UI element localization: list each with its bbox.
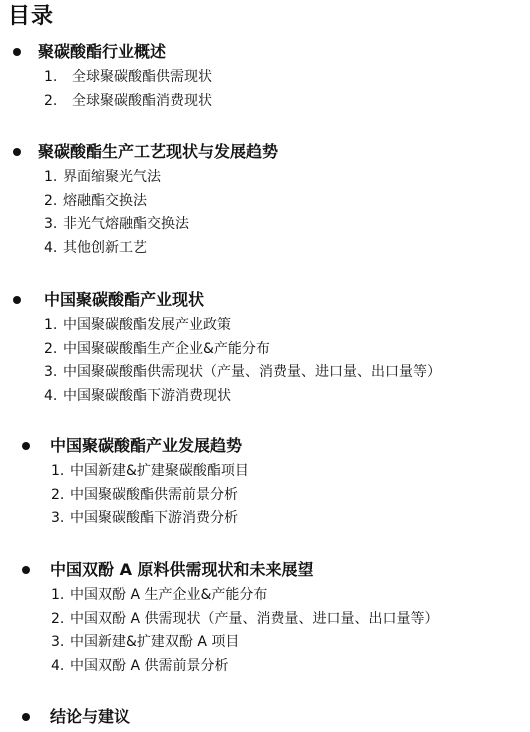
item-number: 3. (44, 364, 58, 380)
sub-item-list (0, 166, 530, 260)
section-title: 中国双酚 A 原料供需现状和未来展望 (50, 560, 314, 579)
list-item (0, 460, 530, 484)
toc-section (0, 140, 530, 260)
section-heading (0, 558, 530, 582)
item-text: 非光气熔融酯交换法 (63, 216, 189, 232)
list-item (0, 166, 530, 190)
section-title: 结论与建议 (50, 707, 131, 726)
toc-section (0, 705, 530, 729)
sub-item-list (0, 314, 530, 408)
item-number: 4. (44, 387, 58, 404)
list-item (0, 338, 530, 362)
section-heading (0, 40, 530, 64)
item-number: 1. (44, 169, 58, 185)
bullet-icon (22, 566, 30, 574)
bullet-icon (22, 713, 30, 721)
bullet-icon (13, 296, 21, 304)
item-text: 中国双酚 A 生产企业&产能分布 (70, 587, 268, 603)
sub-item-list (0, 584, 530, 678)
list-item (0, 237, 530, 261)
item-text: 中国聚碳酸酯供需现状（产量、消费量、进口量、出口量等） (63, 364, 441, 380)
item-text: 中国聚碳酸酯发展产业政策 (63, 317, 231, 333)
list-item (0, 484, 530, 508)
list-item (0, 190, 530, 214)
list-item (0, 66, 530, 90)
section-title: 聚碳酸酯生产工艺现状与发展趋势 (38, 142, 279, 161)
item-text: 中国双酚 A 供需前景分析 (70, 657, 229, 674)
list-item (0, 655, 530, 679)
section-title: 聚碳酸酯行业概述 (38, 42, 167, 61)
item-text: 中国双酚 A 供需现状（产量、消费量、进口量、出口量等） (70, 610, 439, 627)
item-number: 3. (51, 510, 65, 526)
item-number: 3. (44, 216, 58, 232)
item-text: 全球聚碳酸酯消费现状 (72, 92, 212, 109)
item-text: 中国聚碳酸酯供需前景分析 (70, 486, 238, 503)
item-number: 1. (44, 317, 58, 333)
item-number: 1. (51, 463, 65, 479)
item-number: 2. (44, 192, 58, 209)
item-text: 熔融酯交换法 (63, 192, 147, 209)
list-item (0, 608, 530, 632)
bullet-icon (13, 48, 21, 56)
list-item (0, 631, 530, 655)
list-item (0, 314, 530, 338)
sub-item-list (0, 460, 530, 531)
toc-section (0, 434, 530, 531)
list-item (0, 584, 530, 608)
item-text: 中国新建&扩建双酚 A 项目 (70, 634, 240, 650)
section-heading (0, 434, 530, 458)
item-text: 中国新建&扩建聚碳酸酯项目 (70, 463, 249, 479)
list-item (0, 361, 530, 385)
section-heading (0, 288, 530, 312)
item-number: 4. (51, 657, 65, 674)
item-number: 2. (44, 92, 58, 109)
list-item (0, 507, 530, 531)
section-heading (0, 140, 530, 164)
list-item (0, 90, 530, 114)
list-item (0, 385, 530, 409)
section-heading (0, 705, 530, 729)
item-number: 1. (51, 587, 65, 603)
bullet-icon (13, 148, 21, 156)
page-title: 目录 (8, 4, 55, 29)
item-number: 2. (51, 486, 65, 503)
list-item (0, 213, 530, 237)
item-text: 中国聚碳酸酯生产企业&产能分布 (63, 340, 270, 357)
item-number: 2. (51, 610, 65, 627)
toc-section (0, 288, 530, 408)
section-title: 中国聚碳酸酯产业发展趋势 (50, 436, 243, 455)
item-text: 全球聚碳酸酯供需现状 (72, 69, 212, 85)
item-text: 中国聚碳酸酯下游消费分析 (70, 510, 238, 526)
item-number: 3. (51, 634, 65, 650)
section-title: 中国聚碳酸酯产业现状 (44, 290, 205, 309)
sub-item-list (0, 66, 530, 113)
toc-section (0, 40, 530, 113)
item-text: 其他创新工艺 (63, 239, 147, 256)
item-number: 2. (44, 340, 58, 357)
toc-section (0, 558, 530, 678)
item-text: 界面缩聚光气法 (63, 169, 161, 185)
item-number: 4. (44, 239, 58, 256)
bullet-icon (22, 442, 30, 450)
item-text: 中国聚碳酸酯下游消费现状 (63, 387, 231, 404)
item-number: 1. (44, 69, 58, 85)
